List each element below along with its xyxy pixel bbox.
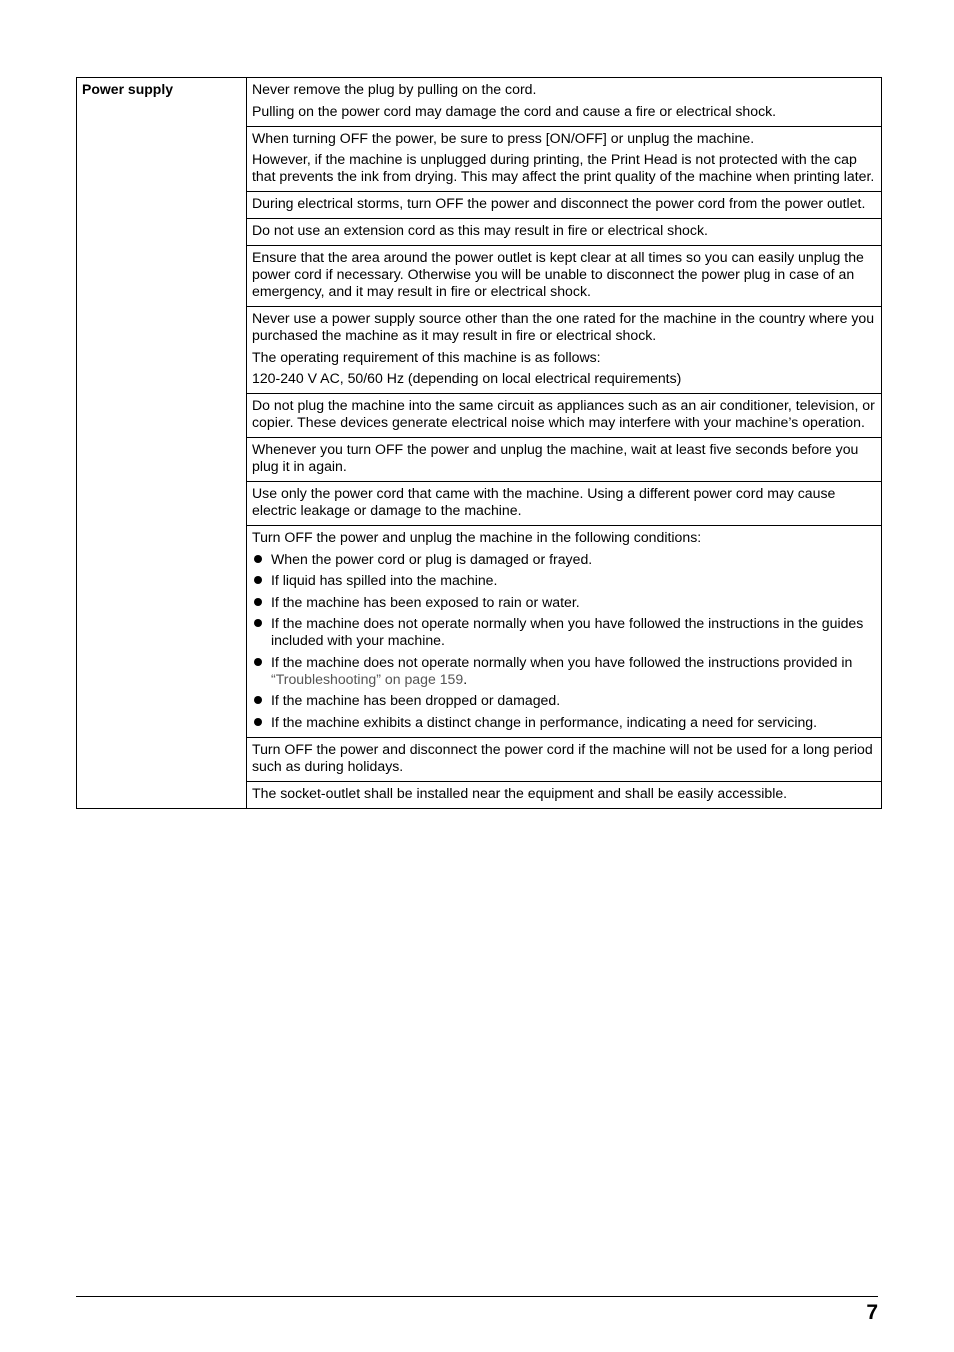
list-item (252, 714, 876, 731)
entry-paragraph: When turning OFF the power, be sure to press [ON/OFF] or unplug the machine. (252, 129, 755, 146)
list-item-text: If the machine has been dropped or damaged. (271, 692, 561, 708)
entry-paragraph: Never remove the plug by pulling on the cord. (252, 81, 537, 97)
footer-divider (76, 1296, 878, 1297)
entry-paragraph: 120-240 V AC, 50/60 Hz (depending on local electrical requirements) (252, 370, 682, 386)
entry-cell (247, 307, 882, 394)
entry-paragraph: Never use a power supply source other than the one rated for the machine in the country where you purchased the machine as it may result in fire or electrical shock. (252, 310, 875, 343)
entry-cell (247, 192, 882, 219)
conditions-bullet-list (252, 551, 876, 731)
entry-paragraph: During electrical storms, turn OFF the power and disconnect the power cord from the power outlet. (252, 195, 866, 211)
list-item-text: If the machine does not operate normally when you have followed the instructions in the guides included with your machine. (271, 615, 864, 648)
list-item-text: If the machine does not operate normally when you have followed the instructions provided in (271, 653, 853, 670)
list-item-text: If the machine has been exposed to rain or water. (271, 593, 580, 610)
section-label-power-supply: Power supply (77, 78, 247, 809)
list-item (252, 615, 876, 649)
entry-cell (247, 781, 882, 808)
table-body (77, 78, 882, 809)
entry-paragraph: However, if the machine is unplugged during printing, the Print Head is not protected with the cap that prevents the ink from drying. This may affect the print quality of the machine when printing later. (252, 151, 875, 184)
entry-paragraph: Pulling on the power cord may damage the cord and cause a fire or electrical shock. (252, 102, 777, 119)
entry-cell (247, 526, 882, 738)
entry-paragraph: Whenever you turn OFF the power and unplug the machine, wait at least five seconds before you plug it in again. (252, 441, 859, 474)
list-item (252, 692, 876, 709)
bullet-icon (254, 619, 262, 627)
bullet-icon (254, 576, 262, 584)
entry-cell (247, 219, 882, 246)
page-number: 7 (866, 1301, 878, 1324)
entry-paragraph: Use only the power cord that came with the machine. Using a different power cord may cause electric leakage or damage to the machine. (252, 485, 836, 518)
bullet-icon (254, 598, 262, 606)
bullet-icon (254, 718, 262, 726)
entry-cell (247, 246, 882, 307)
entry-cell (247, 394, 882, 438)
bullet-icon (254, 555, 262, 563)
entry-paragraph: Do not use an extension cord as this may result in fire or electrical shock. (252, 222, 708, 238)
entry-cell (247, 438, 882, 482)
list-item-text: If liquid has spilled into the machine. (271, 572, 498, 588)
entry-paragraph: Ensure that the area around the power outlet is kept clear at all times so you can easily unplug the power cord if necessary. Otherwise you will be unable to disconnect the power plug in case of an emergency, and it may result in fire or electrical shock. (252, 249, 864, 299)
list-item (252, 551, 876, 568)
list-item-text: When the power cord or plug is damaged or frayed. (271, 550, 593, 567)
entry-cell (247, 78, 882, 127)
list-item-suffix: . (463, 670, 468, 687)
list-item (252, 594, 876, 611)
entry-cell (247, 737, 882, 781)
list-item (252, 654, 876, 688)
entry-paragraph: Turn OFF the power and unplug the machine in the following conditions: (252, 529, 702, 545)
entry-paragraph: Turn OFF the power and disconnect the power cord if the machine will not be used for a long period such as during holidays. (252, 740, 873, 774)
entry-paragraph: The socket-outlet shall be installed near the equipment and shall be easily accessible. (252, 784, 788, 801)
table-row (77, 78, 882, 127)
entry-cell (247, 482, 882, 526)
power-supply-safety-table (76, 77, 882, 809)
entry-paragraph: The operating requirement of this machine is as follows: (252, 348, 601, 365)
entry-cell (247, 126, 882, 192)
bullet-icon (254, 696, 262, 704)
entry-paragraph: Do not plug the machine into the same circuit as appliances such as an air conditioner, television, or copier. These devices generate electrical noise which may interfere with your machine’s operation. (252, 397, 875, 430)
bullet-icon (254, 658, 262, 666)
troubleshooting-link[interactable]: “Troubleshooting” on page 159 (271, 670, 464, 687)
list-item-text: If the machine exhibits a distinct change in performance, indicating a need for servicing. (271, 713, 818, 730)
list-item (252, 572, 876, 589)
